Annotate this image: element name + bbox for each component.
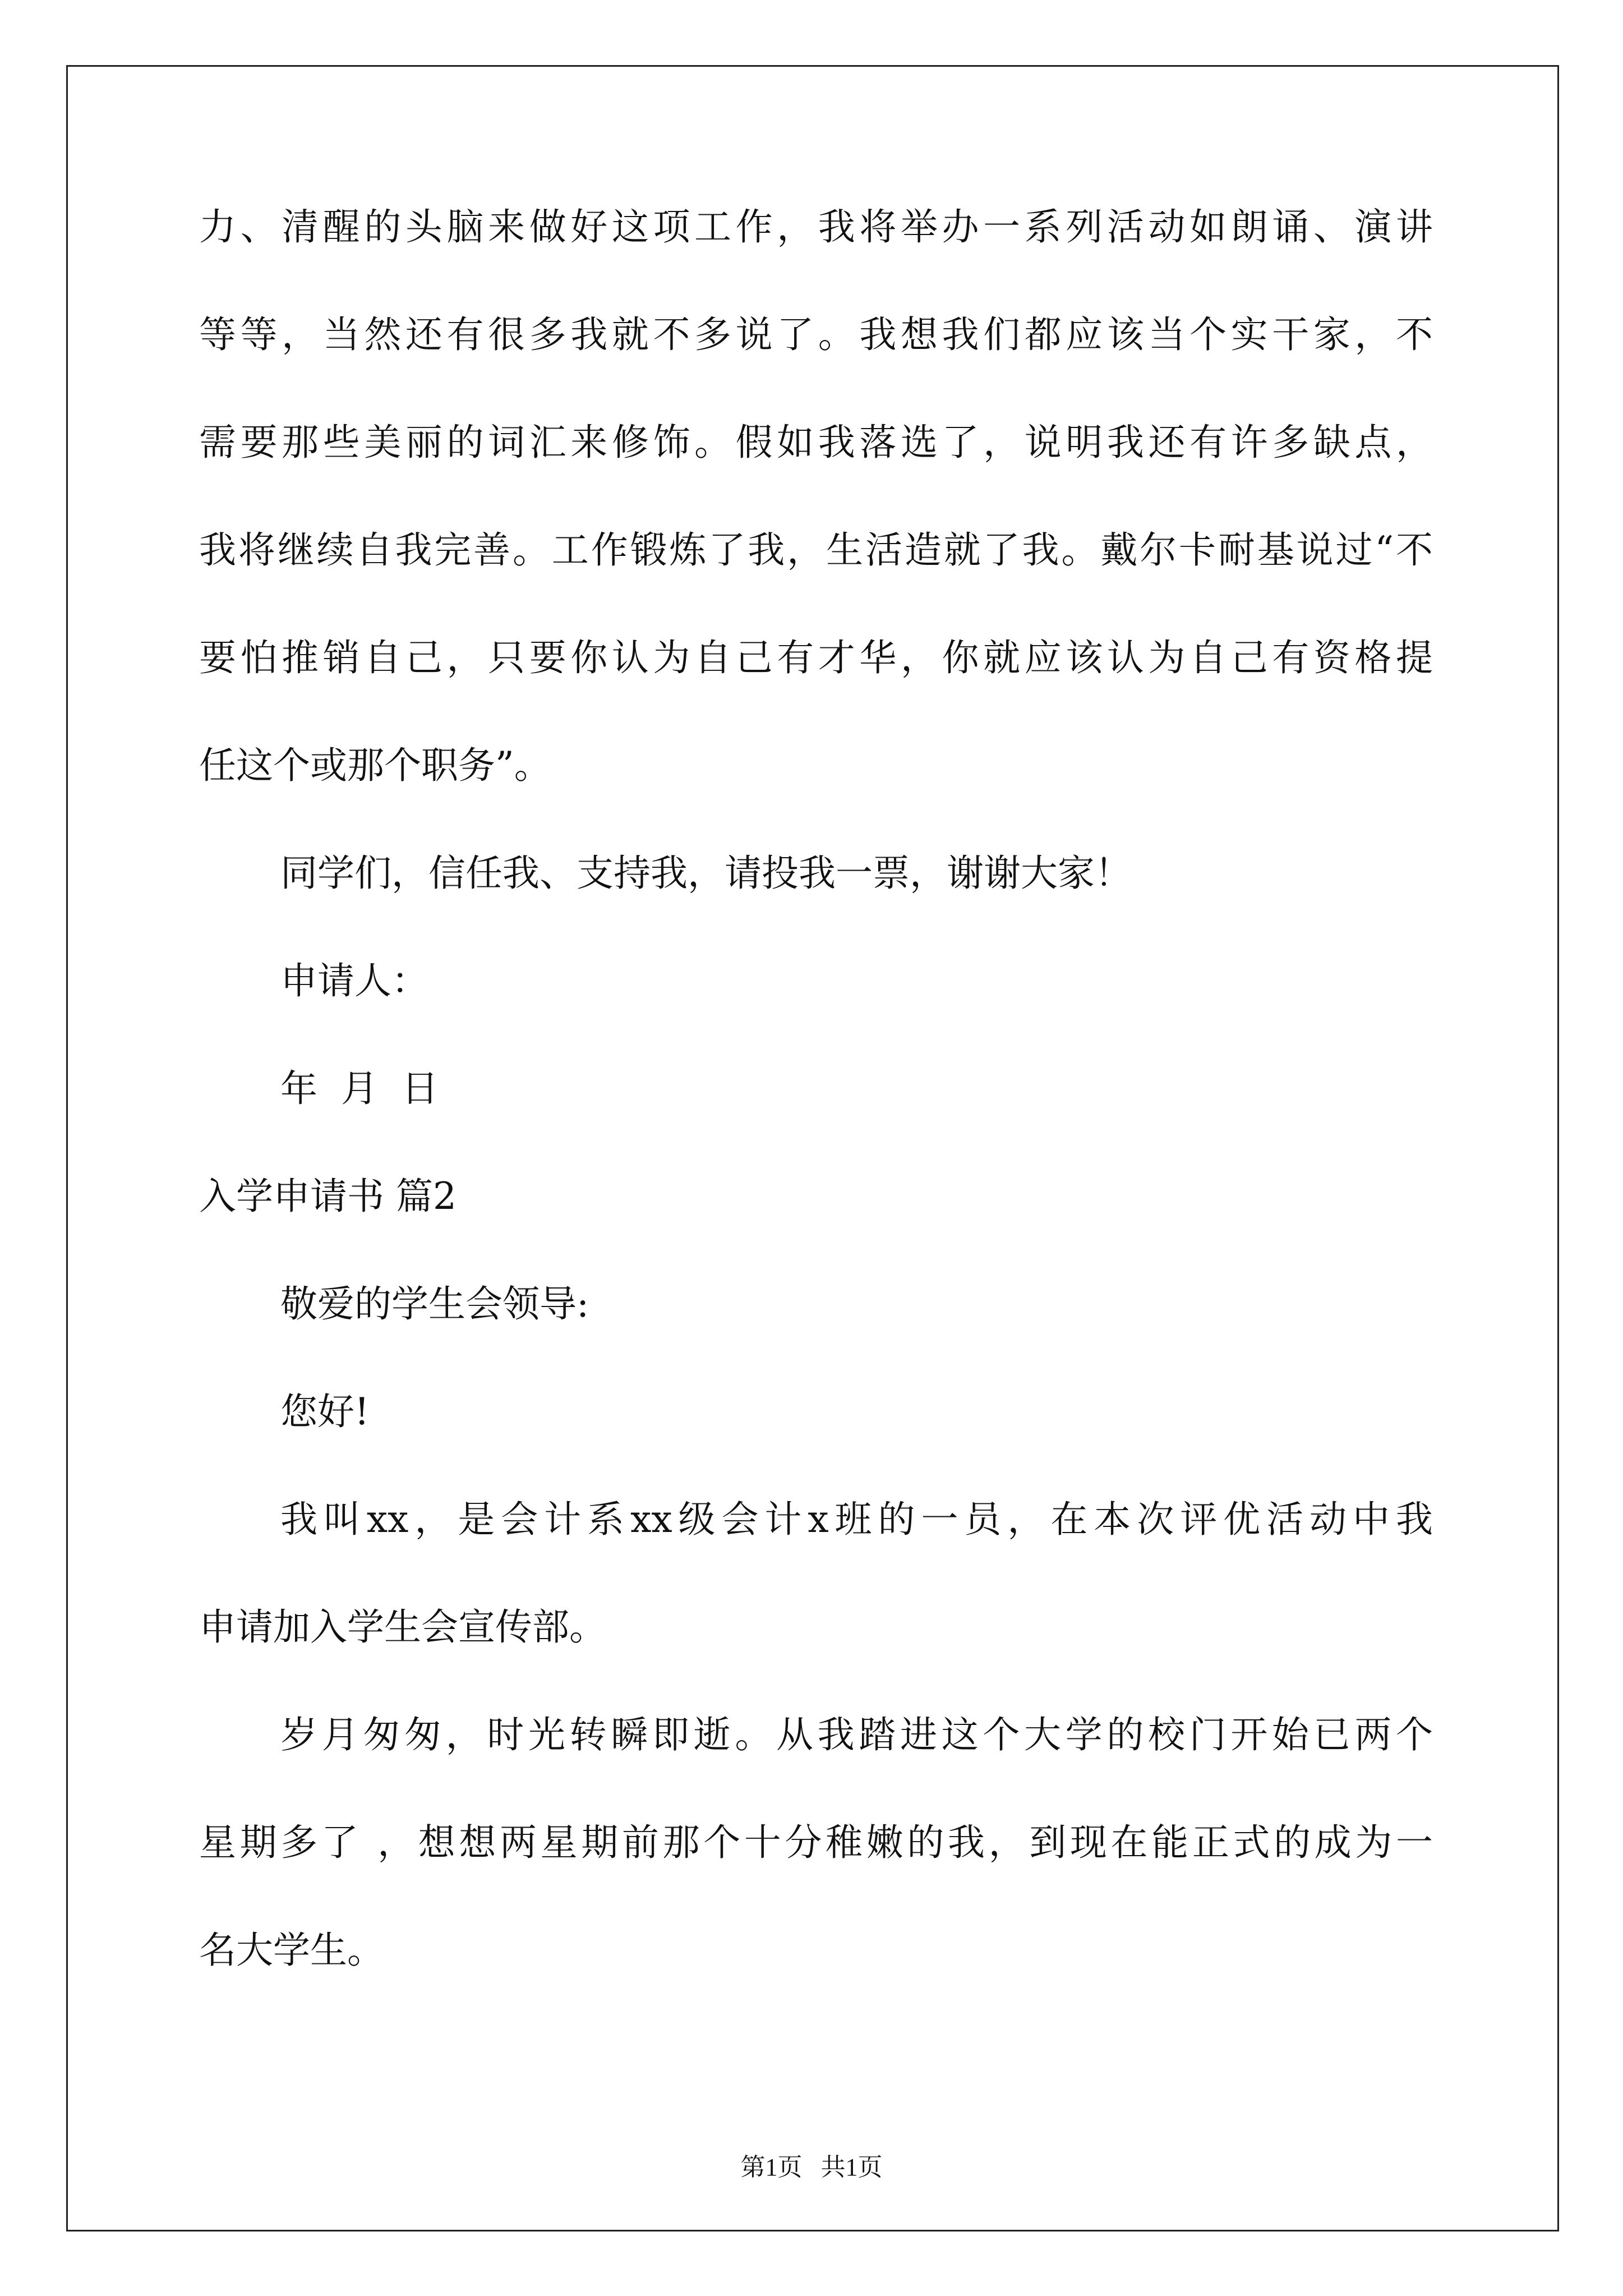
salutation: 敬爱的学生会领导: (280, 1282, 589, 1326)
paragraph-line: 要怕推销自己，只要你认为自己有才华，你就应该认为自己有资格提 (199, 636, 1433, 679)
section-heading: 入学申请书 篇2 (199, 1175, 457, 1218)
paragraph-line: 需要那些美丽的词汇来修饰。假如我落选了，说明我还有许多缺点， (199, 421, 1433, 464)
paragraph-line: 力、清醒的头脑来做好这项工作，我将举办一系列活动如朗诵、演讲 (199, 205, 1433, 249)
page-border (66, 65, 1559, 2231)
paragraph-line: 同学们，信任我、支持我，请投我一票，谢谢大家！ (280, 852, 1132, 895)
greeting: 您好! (280, 1390, 370, 1433)
page-footer: 第1页 共1页 (740, 2154, 883, 2181)
paragraph-line: 我将继续自我完善。工作锻炼了我，生活造就了我。戴尔卡耐基说过“不 (199, 528, 1433, 572)
paragraph-line: 任这个或那个职务”。 (199, 744, 551, 787)
paragraph-line: 名大学生。 (199, 1929, 384, 1972)
applicant-label: 申请人： (280, 959, 428, 1002)
date-line: 年 月 日 (280, 1067, 439, 1110)
paragraph-line: 星期多了 ，想想两星期前那个十分稚嫩的我，到现在能正式的成为一 (199, 1821, 1433, 1864)
paragraph-line: 岁月匆匆，时光转瞬即逝。从我踏进这个大学的校门开始已两个 (280, 1713, 1433, 1756)
paragraph-line: 申请加入学生会宣传部。 (199, 1605, 606, 1649)
paragraph-line: 等等，当然还有很多我就不多说了。我想我们都应该当个实干家，不 (199, 313, 1433, 356)
paragraph-line: 我叫xx，是会计系xx级会计x班的一员，在本次评优活动中我 (280, 1498, 1433, 1541)
